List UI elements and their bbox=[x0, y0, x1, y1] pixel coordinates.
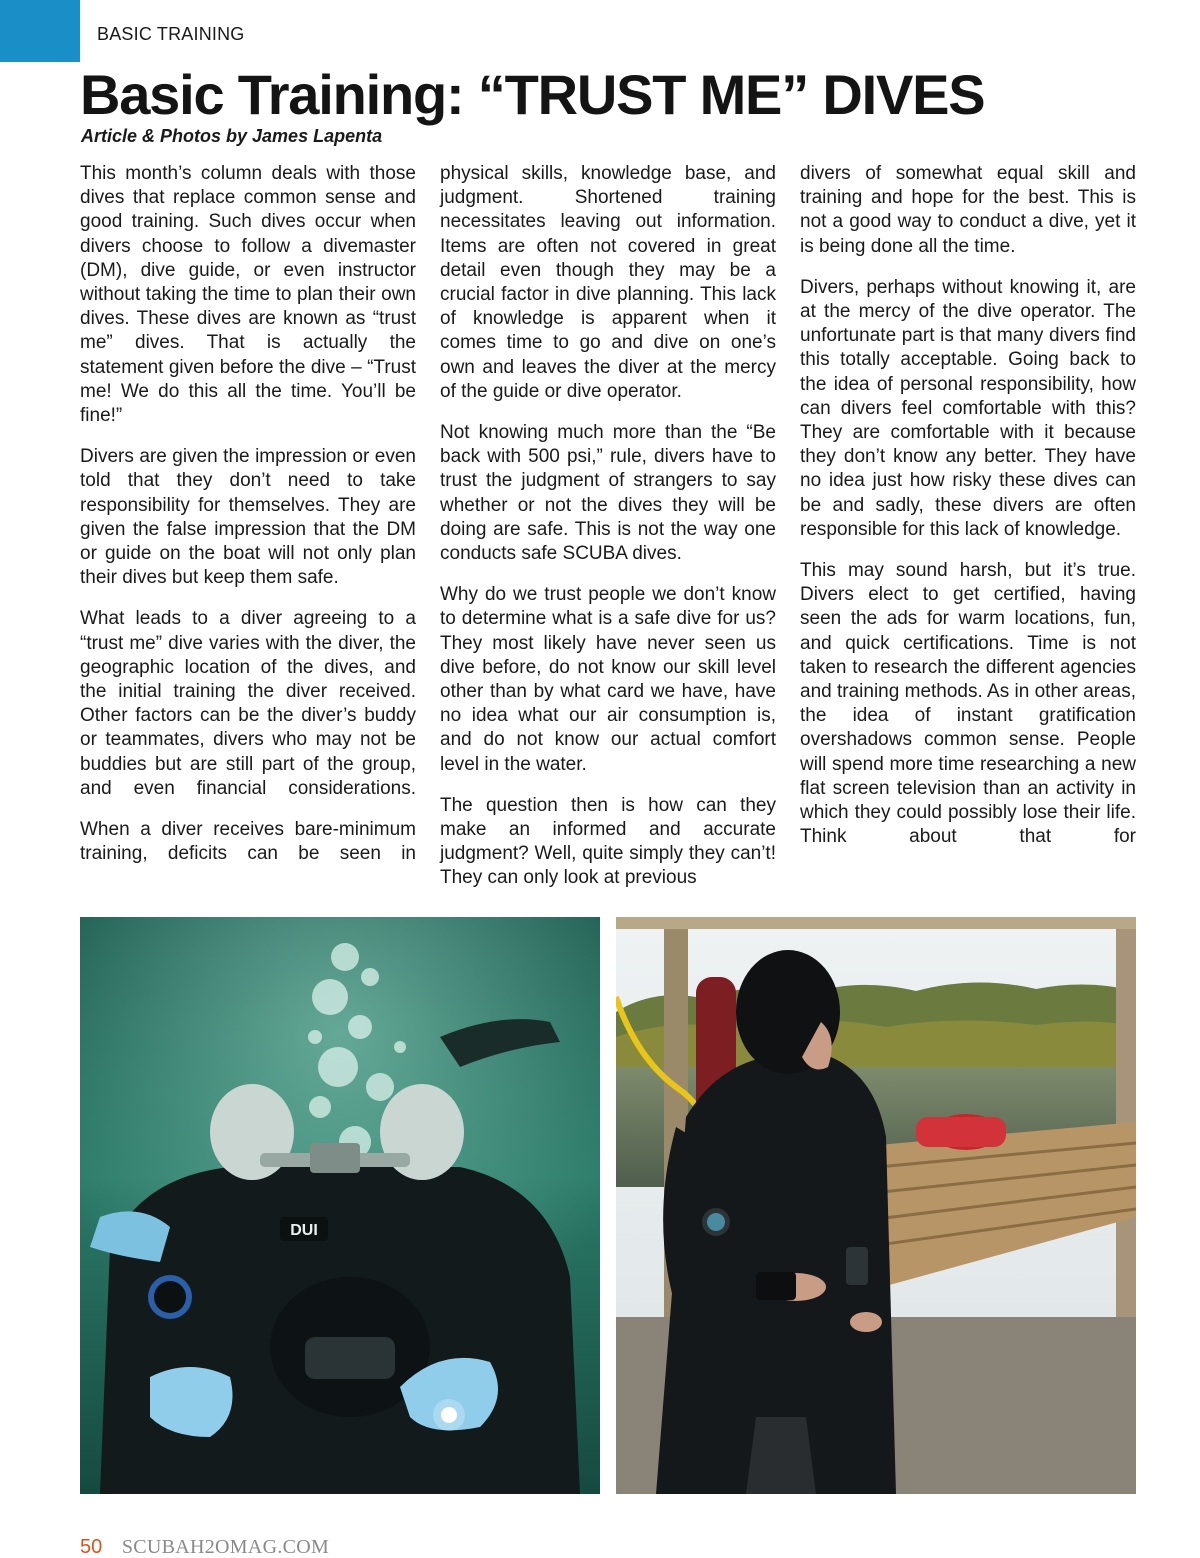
article-paragraph: Divers are given the impression or even told that they don’t need to take responsibility for themselves. They are given the false impression that the DM or guide on the boat will not only plan their dives but keep them safe. bbox=[80, 446, 416, 589]
dock-diver-photo bbox=[616, 917, 1136, 1494]
section-label: BASIC TRAINING bbox=[97, 24, 245, 44]
article-paragraph: Why do we trust people we don’t know to determine what is a safe dive for us? They most likely have never seen us dive before, do not know our skill level other than by what card we have, have no idea what our air consumption is, and do not know our actual comfort level in the water. bbox=[440, 584, 776, 775]
underwater-diver-photo bbox=[80, 917, 600, 1494]
article-column-2 bbox=[440, 162, 776, 908]
article-paragraph: This may sound harsh, but it’s true. Divers elect to get certified, having seen the ads for warm locations, fun, and quick certifications. Time is not taken to research the different agencies and training methods. As in other areas, the idea of instant gratification overshadows common sense. People will spend more time researching a new flat screen television than an activity in which they could possibly lose their life. Think about that for bbox=[800, 560, 1136, 848]
article-paragraph: divers of somewhat equal skill and training and hope for the best. This is not a good way to conduct a dive, yet it is being done all the time. bbox=[800, 163, 1136, 257]
suit-brand-text: DUI bbox=[290, 1222, 318, 1239]
article-paragraph: The question then is how can they make an informed and accurate judgment? Well, quite simply they can’t! They can only look at previous bbox=[440, 794, 776, 889]
article-paragraph: This month’s column deals with those dives that replace common sense and good training. Such dives occur when divers choose to follow a divemaster (DM), dive guide, or even instructor without taking the time to plan their own dives. These dives are known as “trust me” dives. That is actually the statement given before the dive – “Trust me! We do this all the time. You’ll be fine!” bbox=[80, 163, 416, 427]
page-number: 50 bbox=[80, 1536, 103, 1558]
article-title: Basic Training: “TRUST ME” DIVES bbox=[80, 63, 985, 126]
article-byline: Article & Photos by James Lapenta bbox=[81, 126, 383, 146]
article-paragraph: What leads to a diver agreeing to a “trust me” dive varies with the diver, the geographic location of the dives, and the initial training the diver received. Other factors can be the diver’s buddy or teammates, divers who may not be buddies but are still part of the group, and even financial considerations. bbox=[80, 608, 416, 799]
article-column-1 bbox=[80, 162, 416, 883]
article-paragraph: physical skills, knowledge base, and judgment. Shortened training necessitates leaving out information. Items are often not covered in great detail even though they may be a crucial factor in dive planning. This lack of knowledge is apparent when it comes time to go and dive on one’s own and leaves the diver at the mercy of the guide or dive operator. bbox=[440, 163, 776, 402]
page-footer bbox=[80, 1535, 329, 1558]
section-color-tab bbox=[0, 0, 80, 62]
article-paragraph: When a diver receives bare-minimum training, deficits can be seen in bbox=[80, 819, 416, 865]
article-paragraph: Not knowing much more than the “Be back with 500 psi,” rule, divers have to trust the judgment of strangers to say whether or not the dives they will be doing are safe. This is not the way one conducts safe SCUBA dives. bbox=[440, 422, 776, 565]
article-paragraph: Divers, perhaps without knowing it, are at the mercy of the dive operator. The unfortunate part is that many divers find this totally acceptable. Going back to the idea of personal responsibility, how can divers feel comfortable with this? They are comfortable with it because they don’t know any better. They have no idea just how risky these dives can be and sadly, these divers are often responsible for this lack of knowledge. bbox=[800, 276, 1136, 540]
article-column-3 bbox=[800, 162, 1136, 866]
magazine-site-name: SCUBAH2OMAG.COM bbox=[121, 1536, 330, 1558]
